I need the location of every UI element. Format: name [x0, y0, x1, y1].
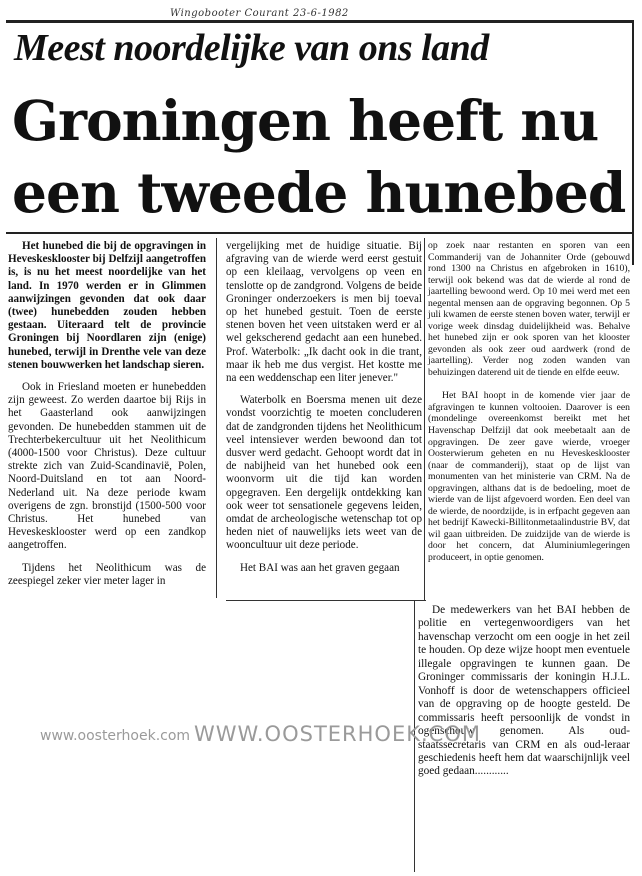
body-paragraph: Het BAI hoopt in de komende vier jaar de afgravingen te kunnen voltooien. Daarover is een (mondelinge overeenkomst bereikt met het Havenschap Delfzijl dat ook meebetaalt aan de opgravingen. De zeer gave wierde, vroeger Oosterwierum geheten en nu Heveskesklooster (naar de commanderij), staat op de lijst van monumenten van het ministerie van CRM. Na de opgravingen, althans dat is de bedoeling, moet de wierde van de lijst afgevoerd worden. Een deel van de wierde, de noordzijde, is in erfpacht gegeven aan het bedrijf Kawecki-Billitonmetaalindustrie BV, dat wil gaan uitbreiden. De zuidzijde van de wierde is door het concern, dat Aluminiumlegeringen produceert, in optie genomen. [428, 390, 630, 563]
watermark-large: WWW.OOSTERHOEK.COM [194, 722, 481, 746]
right-rule [632, 20, 634, 265]
body-paragraph: vergelijking met de huidige situatie. Bij afgraving van de wierde werd eerst gestuit op een kleilaag, vervolgens op veen en tenslotte op de zandgrond. Volgens de beide Groninger onderzoekers is men bij toeval op het hunebed gestuit. Toen de eerste stenen boven het veen uitstaken werd er al wel gekscherend gedacht aan een hunebed. Prof. Waterbolk: „Ik dacht ook in die trant, maar ik heb me dus vergist. Het kostte me na een weddenschap een liter jenever." [226, 240, 422, 385]
top-rule [6, 20, 632, 23]
column-divider [216, 238, 217, 598]
headline-rule [6, 232, 632, 234]
column-2 [226, 240, 422, 584]
body-paragraph: op zoek naar restanten en sporen van een Commanderij van de Johanniter Orde (gebouwd rond 1300 na Christus en afgebroken in 1610), terwijl ook bekend was dat de wierde al rond de jaartelling bewoond werd. Op 10 mei werd met een negental mensen aan de opgraving begonnen. Op 5 juli kwamen de eerste stenen boven water, terwijl er vorige week dinsdag duidelijkheid was. Behalve het hunebed zijn er ook sporen van het klooster gevonden als ook zeer oud aardwerk (rond de jaartelling). Verder nog zoden wanden van behuizingen daterend uit de tiende en elfde eeuw. [428, 240, 630, 378]
body-paragraph: Waterbolk en Boersma menen uit deze vondst voorzichtig te moeten concluderen dat de zandgronden tijdens het Neolithicum veel intensiever werden bewoond dan tot dusver werd gedacht. Gehoopt wordt dat in de nabijheid van het hunebed ook een woonvorm uit die tijd kan worden opgegraven. Een dergelijk ontdekking kan ook weer tot sensationele gegevens leiden, omdat de archeologische wetenschap tot op heden niet of nauwelijks iets weet van de wooncultuur uit deze periode. [226, 394, 422, 552]
column-divider [424, 238, 425, 600]
headline-line-1: Groningen heeft nu [12, 88, 599, 153]
column-3-continued [418, 604, 630, 786]
body-paragraph: De medewerkers van het BAI hebben de politie en vertegenwoordigers van het havenschap verzocht om een oogje in het zeil te houden. Op deze wijze hoopt men eventuele illegale opgravingen te kunnen gaan. De Groninger commissaris der koningin H.J.L. Vonhoff is door de wetenschappers officieel van de opgraving op de hoogte gesteld. De commissaris heeft persoonlijk de vondst in ogenschouw genomen. Als oud-staatssecretaris van CRM en als oud-leraar geschiedenis heeft hem dat waarschijnlijk veel goed gedaan............ [418, 604, 630, 778]
column-end-rule [226, 600, 426, 601]
column-3 [428, 240, 630, 575]
body-paragraph: Tijdens het Neolithicum was de zeespiegel zeker vier meter lager in [8, 561, 206, 587]
body-paragraph: Het BAI was aan het graven gegaan [240, 561, 400, 574]
headline-line-2: een tweede hunebed [12, 160, 626, 225]
watermark-small: www.oosterhoek.com [40, 728, 191, 744]
lead-paragraph: Het hunebed die bij de opgravingen in Heveskesklooster bij Delfzijl aangetroffen is, is nu het meest noordelijke van het land. In 1970 werden er in Glimmen aanwijzingen gevonden dat ook daar (twee) hunebedden zouden hebben gestaan. Uiteraard telt de provincie Groningen bij Noordlaren zijn (enige) hunebed, terwijl in Drenthe vele van deze stenen bouwwerken het landschap sieren. [8, 240, 206, 371]
column-1 [8, 240, 206, 597]
body-paragraph: Ook in Friesland moeten er hunebedden zijn geweest. Zo werden daartoe bij Rijs in het Gaasterland ook aanwijzingen gevonden. De hunebedden stammen uit de Trechterbekercultuur uit het Neolithicum (4000-1500 voor Christus). Deze cultuur strekte zich van Zuid-Scandinavië, Polen, Noord-Duitsland en tot aan Noord-Nederland uit. Na deze periode kwam overigens de zgn. bronstijd (1500-500 voor Christus. Het hunebed van Heveskesklooster werd op een zandkop aangetroffen. [8, 381, 206, 552]
source-handwritten-note: Wingobooter Courant 23-6-1982 [170, 8, 349, 19]
article-subtitle: Meest noordelijke van ons land [14, 27, 489, 69]
